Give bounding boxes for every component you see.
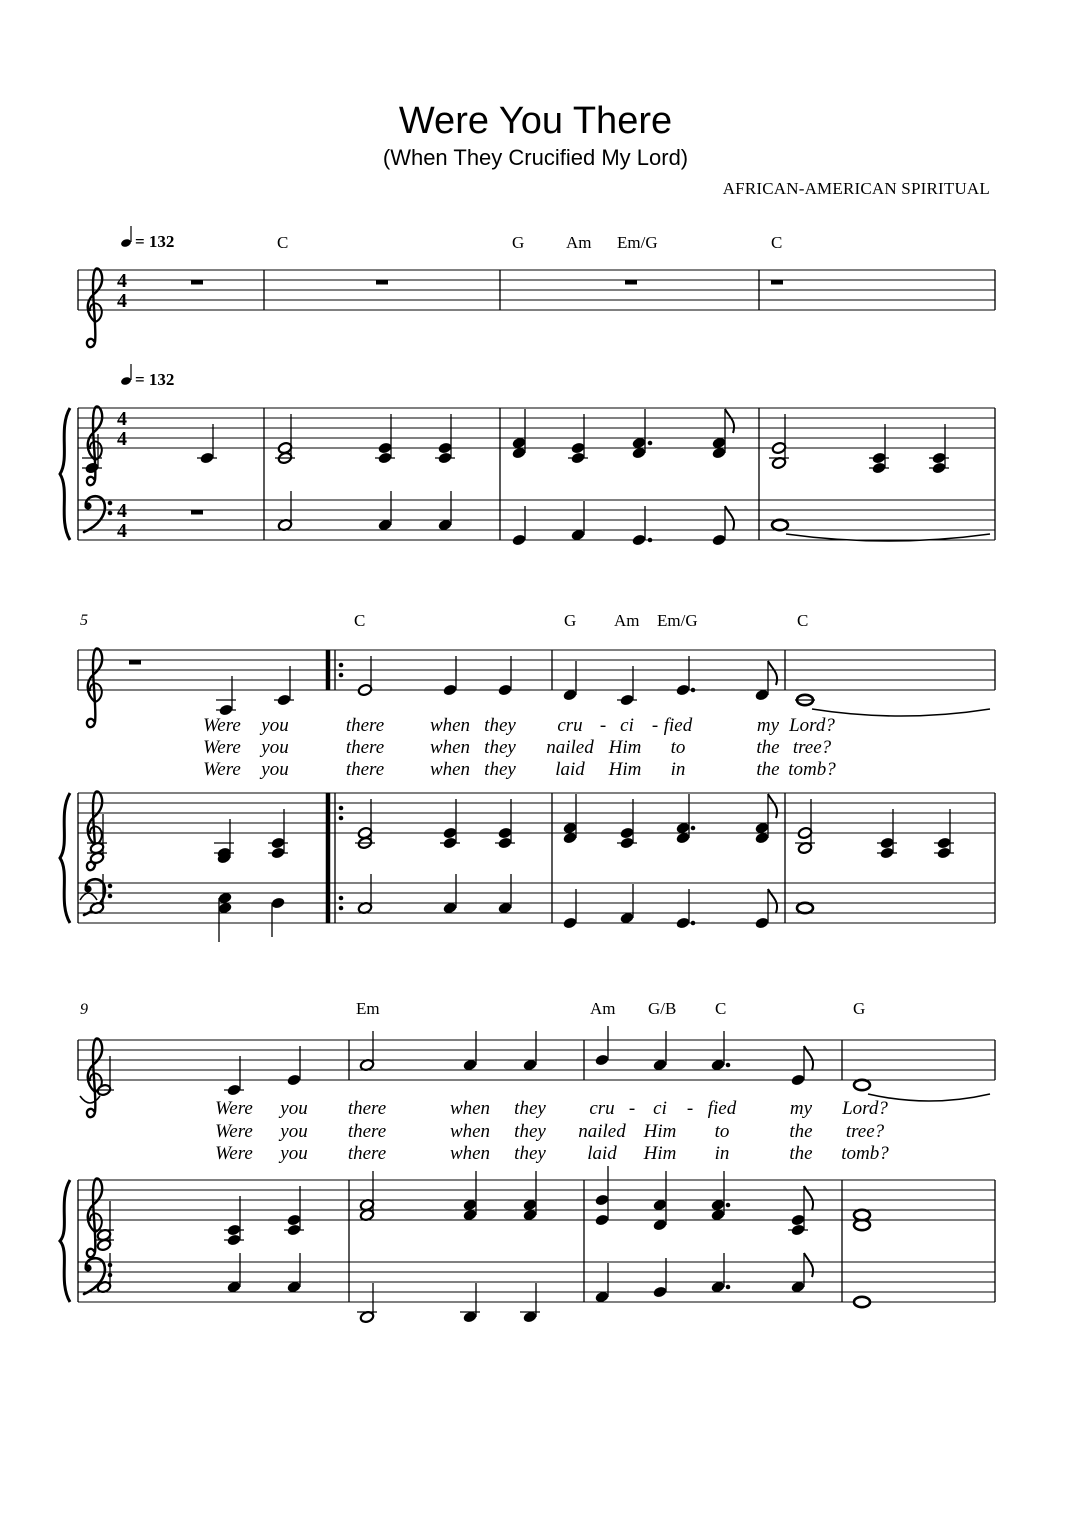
- dot: [691, 826, 696, 831]
- rest: [129, 660, 141, 665]
- lyric-syllable: you: [261, 737, 289, 758]
- lyric-syllable: the: [756, 759, 780, 780]
- dot: [339, 896, 344, 901]
- dot: [648, 538, 653, 543]
- tempo-note-icon: [120, 238, 132, 248]
- lyric-syllable: you: [261, 715, 289, 736]
- note-head: [594, 1053, 609, 1066]
- note-head: [277, 441, 292, 454]
- lyric-syllable: nailed: [578, 1121, 626, 1142]
- lyric-syllable: there: [345, 737, 385, 758]
- lyric-syllable: in: [714, 1143, 730, 1164]
- lyric-syllable: they: [514, 1121, 546, 1142]
- note-head: [790, 1213, 805, 1226]
- lyric-syllable: laid: [587, 1143, 617, 1164]
- lyric-syllable: tomb?: [841, 1143, 889, 1164]
- chord-symbol: Em/G: [657, 611, 698, 630]
- lyric-syllable: Were: [203, 759, 241, 780]
- whole-note: [797, 903, 813, 913]
- chord-symbol: C: [771, 233, 783, 252]
- dot: [648, 441, 653, 446]
- lyric-syllable: cru: [557, 715, 583, 736]
- lyric-syllable: the: [789, 1121, 813, 1142]
- brace: [60, 408, 70, 540]
- chord-symbol: G: [512, 233, 525, 252]
- dot: [691, 921, 696, 926]
- lyric-syllable: to: [670, 737, 686, 758]
- rest: [191, 280, 203, 285]
- chord-symbol: G: [853, 999, 866, 1018]
- lyric-syllable: when: [429, 759, 471, 780]
- lyric-hyphen: -: [599, 715, 607, 736]
- chord-symbol: C: [797, 611, 809, 630]
- rest: [191, 510, 203, 515]
- flag: [768, 661, 777, 685]
- lyric-syllable: Were: [215, 1143, 253, 1164]
- piano-lh-staff-2: [78, 883, 995, 923]
- bass-clef: [84, 496, 112, 532]
- note-head: [771, 441, 786, 454]
- note-head: [357, 683, 372, 696]
- time-signature-top: 4: [117, 500, 127, 522]
- lyric-syllable: there: [345, 715, 385, 736]
- note-head: [619, 826, 634, 839]
- lyric-syllable: they: [484, 737, 516, 758]
- lyric-syllable: tree?: [792, 737, 832, 758]
- note-head: [675, 683, 690, 696]
- dot: [339, 673, 344, 678]
- brace: [60, 1180, 70, 1302]
- lyric-syllable: to: [714, 1121, 730, 1142]
- lyric-syllable: you: [280, 1143, 308, 1164]
- lyric-syllable: you: [280, 1098, 308, 1119]
- dot: [339, 906, 344, 911]
- lyric-syllable: ci: [653, 1098, 667, 1119]
- piano-rh-staff-1: [78, 408, 995, 448]
- vocal-staff-2: [78, 650, 995, 690]
- time-signature-top: 4: [117, 270, 127, 292]
- lyric-syllable: tree?: [845, 1121, 885, 1142]
- lyric-syllable: you: [261, 759, 289, 780]
- lyric-syllable: in: [670, 759, 686, 780]
- chord-symbol: G/B: [648, 999, 677, 1018]
- lyric-syllable: when: [429, 715, 471, 736]
- note-head: [594, 1193, 609, 1206]
- piano-rh-staff-2: [78, 793, 995, 833]
- measure-number: 5: [80, 612, 88, 629]
- note-head: [357, 826, 372, 839]
- lyric-syllable: Were: [215, 1098, 253, 1119]
- note-head: [270, 896, 285, 909]
- note-head: [286, 1073, 301, 1086]
- lyric-syllable: they: [484, 759, 516, 780]
- rest: [771, 280, 783, 285]
- chord-symbol: C: [277, 233, 289, 252]
- chord-symbol: Am: [614, 611, 640, 630]
- lyric-syllable: they: [514, 1143, 546, 1164]
- note-head: [497, 826, 512, 839]
- time-signature-bottom: 4: [117, 290, 127, 312]
- lyric-syllable: they: [514, 1098, 546, 1119]
- lyric-syllable: laid: [555, 759, 585, 780]
- lyric-syllable: Him: [643, 1121, 677, 1142]
- lyric-hyphen: -: [628, 1098, 636, 1119]
- dot: [339, 806, 344, 811]
- chord-symbol: Em: [356, 999, 380, 1018]
- lyric-syllable: Him: [608, 737, 642, 758]
- note-head: [631, 533, 646, 546]
- flag: [768, 794, 777, 818]
- chord-symbol: G: [564, 611, 577, 630]
- chord-symbol: C: [354, 611, 366, 630]
- lyric-syllable: the: [789, 1143, 813, 1164]
- subtitle: (When They Crucified My Lord): [382, 145, 689, 170]
- chord-symbol: Em/G: [617, 233, 658, 252]
- lyric-syllable: fied: [707, 1098, 737, 1119]
- tempo-mark: = 132: [135, 370, 175, 389]
- flag: [804, 1253, 813, 1277]
- lyric-hyphen: -: [651, 715, 659, 736]
- lyric-syllable: ci: [620, 715, 634, 736]
- note-head: [442, 683, 457, 696]
- piano-lh-staff-1: [78, 500, 995, 540]
- note-head: [790, 1073, 805, 1086]
- tie: [80, 893, 97, 900]
- lyric-syllable: my: [756, 715, 780, 736]
- tie: [80, 1096, 100, 1103]
- note-head: [652, 1285, 667, 1298]
- whole-note: [854, 1080, 870, 1090]
- note-head: [286, 1213, 301, 1226]
- lyric-syllable: when: [449, 1121, 491, 1142]
- whole-note: [854, 1297, 870, 1307]
- lyric-syllable: you: [280, 1121, 308, 1142]
- time-signature-bottom: 4: [117, 520, 127, 542]
- dot: [691, 688, 696, 693]
- note-head: [594, 1213, 609, 1226]
- note-head: [711, 533, 726, 546]
- title: Were You There: [398, 100, 673, 142]
- lyric-syllable: Were: [203, 737, 241, 758]
- vocal-staff-1: [78, 270, 995, 310]
- dot: [339, 663, 344, 668]
- note-head: [562, 916, 577, 929]
- note-head: [570, 441, 585, 454]
- lyric-syllable: there: [347, 1143, 387, 1164]
- lyric-syllable: Lord?: [789, 715, 835, 736]
- lyric-syllable: there: [347, 1098, 387, 1119]
- note-head: [377, 441, 392, 454]
- note-head: [511, 533, 526, 546]
- lyric-syllable: Him: [643, 1143, 677, 1164]
- lyric-syllable: my: [789, 1098, 813, 1119]
- whole-note: [772, 520, 788, 530]
- composer: AFRICAN-AMERICAN SPIRITUAL: [722, 179, 990, 198]
- flag: [725, 409, 734, 433]
- lyric-syllable: there: [347, 1121, 387, 1142]
- lyric-hyphen: -: [686, 1098, 694, 1119]
- lyric-syllable: Were: [215, 1121, 253, 1142]
- dot: [339, 816, 344, 821]
- lyric-syllable: fied: [663, 715, 693, 736]
- tie: [812, 709, 990, 716]
- time-signature-top: 4: [117, 408, 127, 430]
- tempo-mark: = 132: [135, 232, 175, 251]
- measure-number: 9: [80, 1001, 88, 1018]
- lyric-syllable: Were: [203, 715, 241, 736]
- lyric-syllable: they: [484, 715, 516, 736]
- tempo-note-icon: [120, 376, 132, 386]
- lyric-syllable: when: [449, 1143, 491, 1164]
- chord-symbol: C: [715, 999, 727, 1018]
- dot: [726, 1203, 731, 1208]
- chord-symbol: Am: [590, 999, 616, 1018]
- rest: [376, 280, 388, 285]
- rest: [625, 280, 637, 285]
- lyric-syllable: the: [756, 737, 780, 758]
- time-signature-bottom: 4: [117, 428, 127, 450]
- note-head: [442, 826, 457, 839]
- lyric-syllable: Lord?: [842, 1098, 888, 1119]
- brace: [60, 793, 70, 923]
- dot: [726, 1285, 731, 1290]
- lyric-syllable: when: [449, 1098, 491, 1119]
- note-head: [84, 461, 99, 474]
- dot: [726, 1063, 731, 1068]
- whole-note: [854, 1210, 870, 1220]
- note-head: [675, 916, 690, 929]
- note-head: [497, 683, 512, 696]
- note-head: [797, 826, 812, 839]
- lyric-syllable: tomb?: [788, 759, 836, 780]
- lyric-syllable: Him: [608, 759, 642, 780]
- lyric-syllable: when: [429, 737, 471, 758]
- note-head: [754, 916, 769, 929]
- chord-symbol: Am: [566, 233, 592, 252]
- lyric-syllable: there: [345, 759, 385, 780]
- lyric-syllable: cru: [589, 1098, 615, 1119]
- note-head: [437, 441, 452, 454]
- lyric-syllable: nailed: [546, 737, 594, 758]
